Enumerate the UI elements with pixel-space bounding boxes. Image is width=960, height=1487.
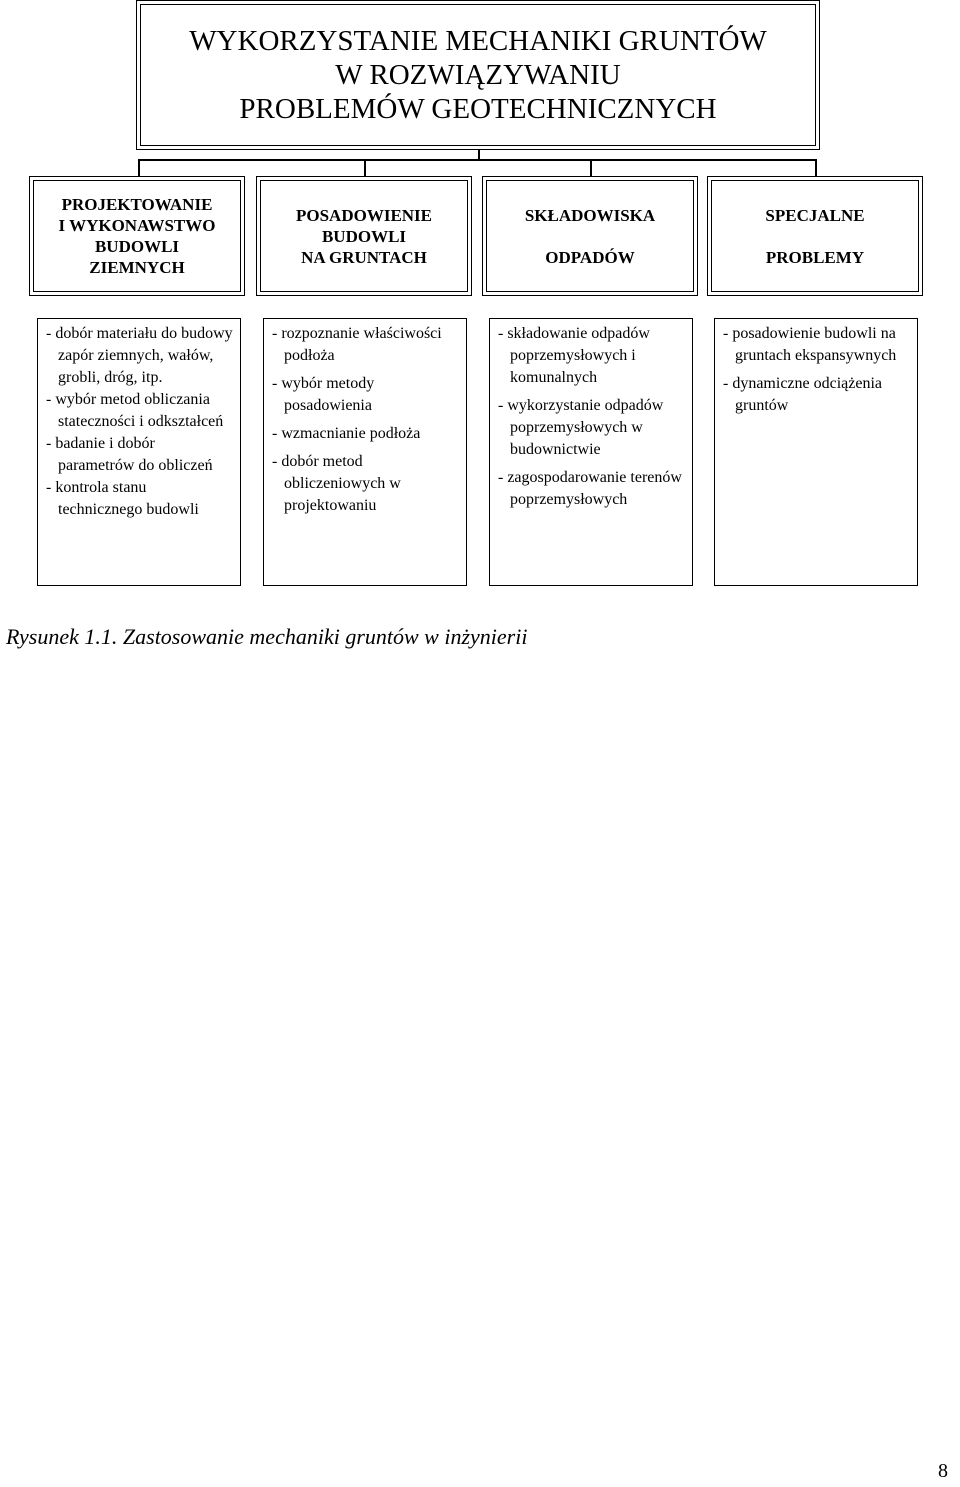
connector-branch-2 xyxy=(364,159,366,176)
detail-item: - zagospodarowanie terenów poprzemysłowych xyxy=(498,469,682,508)
detail-item: - dynamiczne odciążenia gruntów xyxy=(723,375,883,414)
detail-item: - wzmacnianie podłoża xyxy=(272,425,421,442)
connector-branch-1 xyxy=(138,159,140,176)
category-label-foundations: POSADOWIENIE BUDOWLI NA GRUNTACH xyxy=(295,205,433,267)
detail-box-foundations xyxy=(263,318,467,586)
detail-item: - posadowienie budowli na gruntach ekspansywnych xyxy=(723,325,897,364)
page-number: 8 xyxy=(938,1460,948,1482)
detail-item: - dobór metod obliczeniowych w projektowaniu xyxy=(272,453,401,514)
connector-branch-4 xyxy=(815,159,817,176)
detail-box-waste-landfills xyxy=(489,318,693,586)
category-label-earthworks: PROJEKTOWANIE I WYKONAWSTWO BUDOWLI ZIEMNYCH xyxy=(58,195,216,277)
diagram-title: WYKORZYSTANIE MECHANIKI GRUNTÓW W ROZWIĄZYWANIU PROBLEMÓW GEOTECHNICZNYCH xyxy=(189,25,767,125)
figure-caption: Rysunek 1.1. Zastosowanie mechaniki gruntów w inżynierii xyxy=(6,624,528,649)
detail-box-special-problems xyxy=(714,318,918,586)
detail-item: - dobór materiału do budowy zapór ziemnych, wałów, grobli, dróg, itp. xyxy=(46,325,233,386)
connector-branch-3 xyxy=(590,159,592,176)
detail-item: - składowanie odpadów poprzemysłowych i komunalnych xyxy=(498,325,650,386)
detail-item: - kontrola stanu technicznego budowli xyxy=(46,479,199,518)
detail-item: - wybór metody posadowienia xyxy=(272,375,375,414)
category-box-foundations xyxy=(260,180,468,292)
detail-item: - rozpoznanie właściwości podłoża xyxy=(272,325,442,364)
connector-horizontal xyxy=(138,159,816,161)
category-label-waste-landfills: SKŁADOWISKA ODPADÓW xyxy=(524,205,656,267)
diagram-title-box xyxy=(140,4,816,146)
category-box-waste-landfills xyxy=(486,180,694,292)
detail-item: - wykorzystanie odpadów poprzemysłowych w budownictwie xyxy=(498,397,664,458)
category-box-earthworks xyxy=(33,180,241,292)
detail-box-earthworks xyxy=(37,318,241,586)
detail-item: - badanie i dobór parametrów do obliczeń xyxy=(46,435,213,474)
detail-item: - wybór metod obliczania stateczności i odkształceń xyxy=(46,391,224,430)
category-box-special-problems xyxy=(711,180,919,292)
category-label-special-problems: SPECJALNE PROBLEMY xyxy=(765,205,865,267)
